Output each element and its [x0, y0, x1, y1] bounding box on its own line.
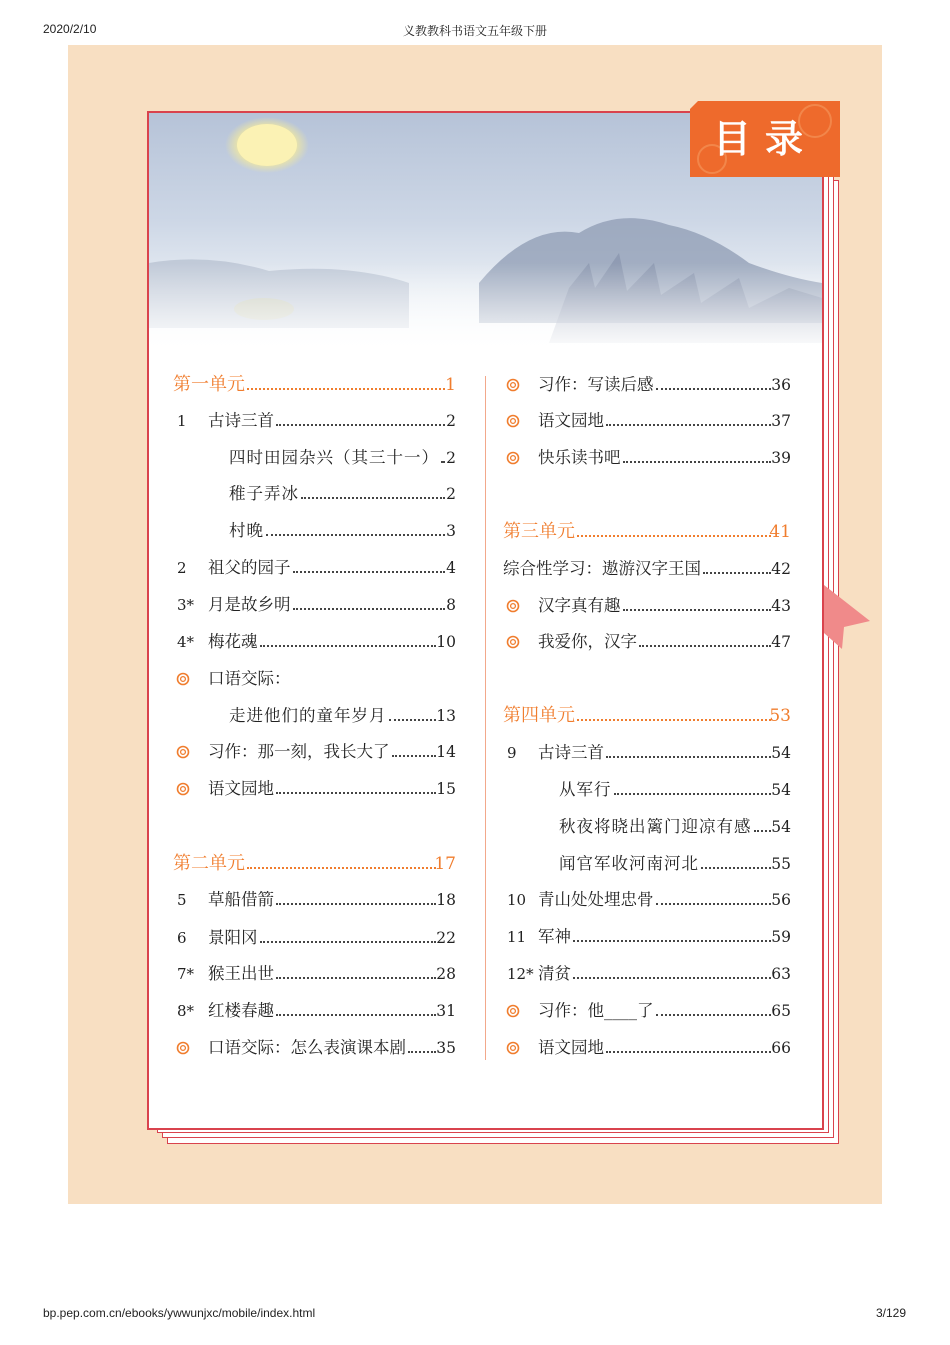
page-number: 54: [771, 781, 791, 799]
lesson-number: 4*: [177, 633, 195, 651]
entry-title: 村晚: [229, 521, 264, 540]
activity-circle-icon: [506, 378, 520, 392]
entry-title: 从军行: [559, 780, 612, 799]
page-number: 56: [771, 891, 791, 909]
toc-entry-row[interactable]: [503, 962, 791, 986]
dot-leader: [276, 962, 436, 986]
lesson-number: 3*: [177, 596, 195, 614]
toc-entry-row[interactable]: [503, 557, 791, 581]
unit-title: 第二单元: [173, 853, 245, 874]
toc-entry-row[interactable]: [173, 519, 456, 543]
entry-title: 口语交际：怎么表演课本剧: [208, 1038, 406, 1057]
toc-entry-row[interactable]: [503, 630, 791, 654]
dot-leader: [639, 630, 771, 654]
lesson-number: 2: [177, 559, 187, 577]
toc-entry-row[interactable]: [503, 999, 791, 1023]
entry-title: 习作：他____了: [538, 1001, 654, 1020]
entry-title: 语文园地: [538, 411, 604, 430]
activity-circle-icon: [176, 745, 190, 759]
toc-entry-row[interactable]: [503, 852, 791, 876]
entry-title: 综合性学习：遨游汉字王国: [503, 559, 701, 578]
entry-title: 月是故乡明: [208, 595, 291, 614]
dot-leader: [577, 704, 771, 728]
print-url: bp.pep.com.cn/ebooks/ywwunjxc/mobile/index.html: [43, 1306, 316, 1320]
dot-leader: [293, 593, 445, 617]
entry-title: 走进他们的童年岁月: [229, 706, 387, 725]
page-number: 63: [771, 965, 791, 983]
entry-title: 快乐读书吧: [538, 448, 621, 467]
activity-circle-icon: [506, 599, 520, 613]
page-number: 15: [436, 780, 456, 798]
page-number: 18: [436, 891, 456, 909]
page-number: 43: [771, 597, 791, 615]
dot-leader: [276, 999, 436, 1023]
entry-title: 军神: [538, 927, 571, 946]
entry-title: 红楼春趣: [208, 1001, 274, 1020]
toc-entry-row[interactable]: [173, 630, 456, 654]
toc-entry-row[interactable]: [173, 667, 456, 691]
toc-entry-row[interactable]: [173, 482, 456, 506]
toc-entry-row[interactable]: [503, 778, 791, 802]
dot-leader: [754, 815, 771, 839]
dot-leader: [247, 852, 436, 876]
page-number: 28: [436, 965, 456, 983]
toc-unit-row[interactable]: [503, 704, 791, 728]
page-number: 22: [436, 929, 456, 947]
dot-leader: [614, 778, 771, 802]
toc-entry-row[interactable]: [173, 777, 456, 801]
bookmark-ribbon: [824, 585, 870, 649]
entry-title: 语文园地: [538, 1038, 604, 1057]
toc-entry-row[interactable]: [173, 556, 456, 580]
toc-entry-row[interactable]: [503, 1036, 791, 1060]
unit-title: 第一单元: [173, 374, 245, 395]
toc-unit-row[interactable]: [173, 852, 456, 876]
entry-title: 清贫: [538, 964, 571, 983]
unit-title: 第四单元: [503, 705, 575, 726]
activity-circle-icon: [506, 635, 520, 649]
entry-title: 猴王出世: [208, 964, 274, 983]
dot-leader: [441, 446, 445, 470]
lesson-number: 8*: [177, 1002, 195, 1020]
lesson-number: 10: [507, 891, 527, 909]
toc-entry-row[interactable]: [173, 704, 456, 728]
toc-entry-row[interactable]: [173, 926, 456, 950]
lesson-number: 11: [507, 928, 527, 946]
page-number: 2: [446, 485, 456, 503]
dot-leader: [266, 519, 445, 543]
page-number: 35: [436, 1039, 456, 1057]
toc-entry-row[interactable]: [173, 888, 456, 912]
page-number: 1: [445, 375, 456, 395]
toc-entry-row[interactable]: [173, 962, 456, 986]
toc-entry-row[interactable]: [173, 409, 456, 433]
entry-title: 口语交际：: [208, 669, 291, 688]
toc-entry-row[interactable]: [503, 815, 791, 839]
toc-entry-row[interactable]: [503, 741, 791, 765]
entry-title: 稚子弄冰: [229, 484, 299, 503]
lesson-number: 12*: [507, 965, 534, 983]
toc-entry-row[interactable]: [503, 925, 791, 949]
print-page-counter: 3/129: [876, 1306, 907, 1320]
page-number: 54: [771, 744, 791, 762]
entry-title: 古诗三首: [538, 743, 604, 762]
toc-heading-tag: [690, 101, 840, 177]
entry-title: 古诗三首: [208, 411, 274, 430]
dot-leader: [392, 740, 436, 764]
entry-title: 汉字真有趣: [538, 596, 621, 615]
entry-title: 四时田园杂兴（其三十一）: [229, 448, 439, 467]
dot-leader: [389, 704, 436, 728]
lesson-number: 9: [507, 744, 517, 762]
toc-entry-row[interactable]: [173, 446, 456, 470]
lesson-number: 6: [177, 929, 187, 947]
toc-entry-row[interactable]: [503, 373, 791, 397]
entry-title: 语文园地: [208, 779, 274, 798]
page-number: 10: [436, 633, 456, 651]
toc-entry-row[interactable]: [173, 1036, 456, 1060]
entry-title: 青山处处埋忠骨: [538, 890, 654, 909]
page-number: 17: [434, 854, 456, 874]
page-number: 36: [771, 376, 791, 394]
toc-entry-row[interactable]: [503, 888, 791, 912]
page-number: 53: [769, 706, 791, 726]
toc-entry-row[interactable]: [173, 740, 456, 764]
dot-leader: [301, 482, 445, 506]
toc-unit-row[interactable]: [503, 520, 791, 544]
toc-heading: 目录: [712, 117, 817, 161]
print-date: 2020/2/10: [43, 22, 97, 36]
page-number: 59: [771, 928, 791, 946]
toc-entry-row[interactable]: [173, 999, 456, 1023]
activity-circle-icon: [176, 672, 190, 686]
dot-leader: [408, 1036, 436, 1060]
toc-unit-row[interactable]: [173, 373, 456, 397]
entry-title: 我爱你，汉字: [538, 632, 637, 651]
page-number: 13: [436, 707, 456, 725]
lesson-number: 7*: [177, 965, 195, 983]
toc-entry-row[interactable]: [503, 409, 791, 433]
activity-circle-icon: [506, 1041, 520, 1055]
page-number: 55: [771, 855, 791, 873]
dot-leader: [293, 556, 445, 580]
dot-leader: [606, 409, 771, 433]
toc-entry-row[interactable]: [503, 594, 791, 618]
dot-leader: [573, 962, 771, 986]
page-number: 47: [771, 633, 791, 651]
page-number: 41: [769, 522, 791, 542]
dot-leader: [703, 557, 771, 581]
dot-leader: [656, 999, 771, 1023]
dot-leader: [656, 888, 771, 912]
page-number: 3: [446, 522, 456, 540]
page-number: 31: [436, 1002, 456, 1020]
activity-circle-icon: [176, 782, 190, 796]
page-number: 42: [771, 560, 791, 578]
toc-entry-row[interactable]: [503, 446, 791, 470]
column-divider: [485, 376, 486, 1060]
entry-title: 闻官军收河南河北: [559, 854, 699, 873]
dot-leader: [701, 852, 771, 876]
entry-title: 秋夜将晓出篱门迎凉有感: [559, 817, 752, 836]
print-page-title: 义教教科书语文五年级下册: [402, 24, 547, 38]
entry-title: 草船借箭: [208, 890, 274, 909]
dot-leader: [606, 1036, 771, 1060]
dot-leader: [623, 594, 771, 618]
dot-leader: [656, 373, 771, 397]
page-number: 2: [446, 412, 456, 430]
activity-circle-icon: [176, 1041, 190, 1055]
entry-title: 梅花魂: [208, 632, 258, 651]
lesson-number: 1: [177, 412, 187, 430]
activity-circle-icon: [506, 451, 520, 465]
entry-title: 祖父的园子: [208, 558, 291, 577]
dot-leader: [247, 373, 445, 397]
dot-leader: [276, 888, 436, 912]
page-number: 4: [446, 559, 456, 577]
entry-title: 习作：写读后感: [538, 375, 654, 394]
activity-circle-icon: [506, 1004, 520, 1018]
page-number: 65: [771, 1002, 791, 1020]
dot-leader: [260, 926, 436, 950]
dot-leader: [606, 741, 771, 765]
activity-circle-icon: [506, 414, 520, 428]
dot-leader: [260, 630, 436, 654]
page-number: 8: [446, 596, 456, 614]
entry-title: 景阳冈: [208, 928, 258, 947]
dot-leader: [577, 520, 771, 544]
page-number: 14: [436, 743, 456, 761]
dot-leader: [276, 409, 445, 433]
page-number: 54: [771, 818, 791, 836]
lesson-number: 5: [177, 891, 187, 909]
dot-leader: [573, 925, 771, 949]
toc-entry-row[interactable]: [173, 593, 456, 617]
dot-leader: [276, 777, 436, 801]
page-number: 39: [771, 449, 791, 467]
unit-title: 第三单元: [503, 521, 575, 542]
page-number: 2: [446, 449, 456, 467]
entry-title: 习作：那一刻，我长大了: [208, 742, 390, 761]
page-number: 37: [771, 412, 791, 430]
page-number: 66: [771, 1039, 791, 1057]
dot-leader: [623, 446, 771, 470]
